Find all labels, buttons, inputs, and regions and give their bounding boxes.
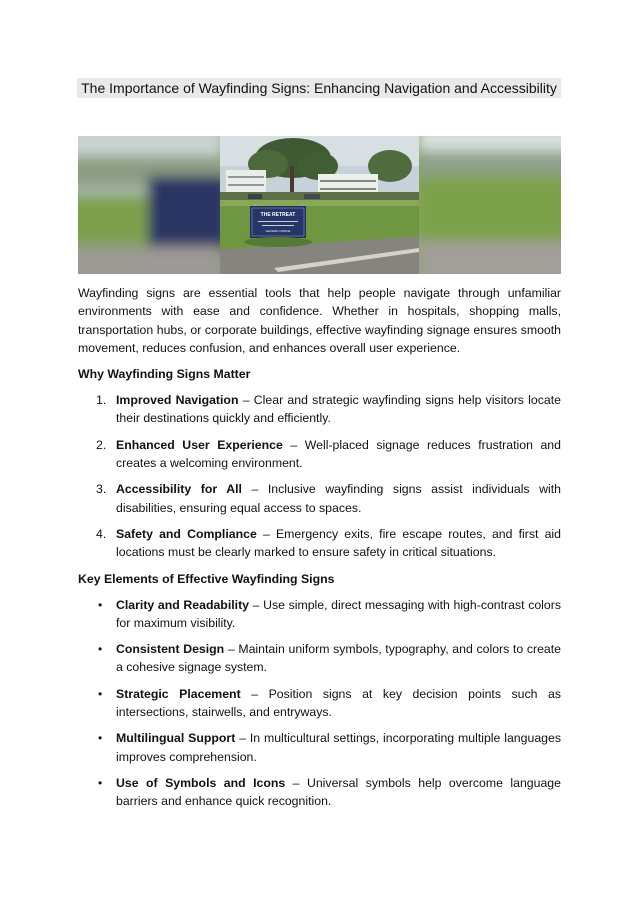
item-text: – In multicultural settings, incorporating multiple languages improves comprehension.	[116, 731, 561, 764]
list-item	[78, 729, 561, 766]
item-title: Improved Navigation	[116, 393, 239, 408]
sign-text-line1: THE RETREAT	[260, 212, 296, 218]
list-marker: 1.	[96, 393, 107, 408]
page-title: The Importance of Wayfinding Signs: Enhancing Navigation and Accessibility	[77, 78, 561, 98]
item-title: Strategic Placement	[116, 686, 241, 701]
list-marker: 4.	[96, 526, 107, 541]
list-item	[78, 774, 561, 811]
bullet-list	[78, 596, 561, 811]
right-blurred-panel	[418, 136, 561, 274]
bullet-icon: •	[98, 731, 103, 746]
numbered-list	[78, 391, 561, 561]
item-text: – Maintain uniform symbols, typography, and colors to create a cohesive signage system.	[116, 642, 562, 675]
item-text: – Use simple, direct messaging with high-contrast colors for maximum visibility.	[116, 597, 561, 630]
intro-paragraph: Wayfinding signs are essential tools that help people navigate through unfamiliar environments with ease and confidence. Whether in hospitals, shopping malls, transportation hubs, or corporate buildings, effective wayfinding signage ensures smooth movement, reduces confusion, and enhances overall user experience.	[78, 286, 561, 355]
hero-image	[78, 136, 561, 274]
item-title: Multilingual Support	[116, 731, 236, 746]
item-text: – Emergency exits, fire escape routes, and first aid locations must be clearly marked to ensure safety in critical situations.	[116, 526, 562, 560]
list-item	[78, 685, 561, 722]
list-marker: 3.	[96, 482, 107, 497]
item-text: – Well-placed signage reduces frustration and creates a welcoming environment.	[116, 437, 561, 471]
bullet-icon: •	[98, 642, 103, 657]
item-title: Safety and Compliance	[116, 526, 257, 541]
bullet-icon: •	[98, 775, 103, 790]
item-title: Accessibility for All	[116, 482, 242, 497]
item-text: – Universal symbols help overcome language barriers and enhance quick recognition.	[116, 775, 561, 809]
document-body	[78, 284, 561, 811]
item-text: – Clear and strategic wayfinding signs help visitors locate their destinations quickly and efficiently.	[116, 393, 561, 426]
left-blurred-panel	[78, 136, 228, 274]
item-title: Use of Symbols and Icons	[116, 775, 286, 790]
sign-text-line2: LEASING OFFICE	[265, 229, 291, 233]
item-title: Consistent Design	[116, 642, 225, 657]
list-item	[78, 436, 561, 473]
item-title: Clarity and Readability	[116, 597, 249, 612]
bullet-icon: •	[98, 686, 103, 701]
title-wrap	[0, 78, 638, 98]
list-item	[78, 391, 561, 428]
list-item	[78, 640, 561, 677]
section-heading-key-elements: Key Elements of Effective Wayfinding Signs	[78, 571, 335, 586]
item-title: Enhanced User Experience	[116, 437, 283, 452]
list-item	[78, 480, 561, 517]
center-photo	[220, 136, 419, 274]
section-heading-why: Why Wayfinding Signs Matter	[78, 367, 251, 382]
bullet-icon: •	[98, 597, 103, 612]
list-item	[78, 525, 561, 562]
list-marker: 2.	[96, 437, 107, 452]
list-item	[78, 596, 561, 633]
hero-photo	[78, 136, 561, 274]
item-text: – Inclusive wayfinding signs assist individuals with disabilities, ensuring equal access to spaces.	[116, 482, 561, 515]
item-text: – Position signs at key decision points such as intersections, stairwells, and entryways.	[116, 686, 561, 720]
